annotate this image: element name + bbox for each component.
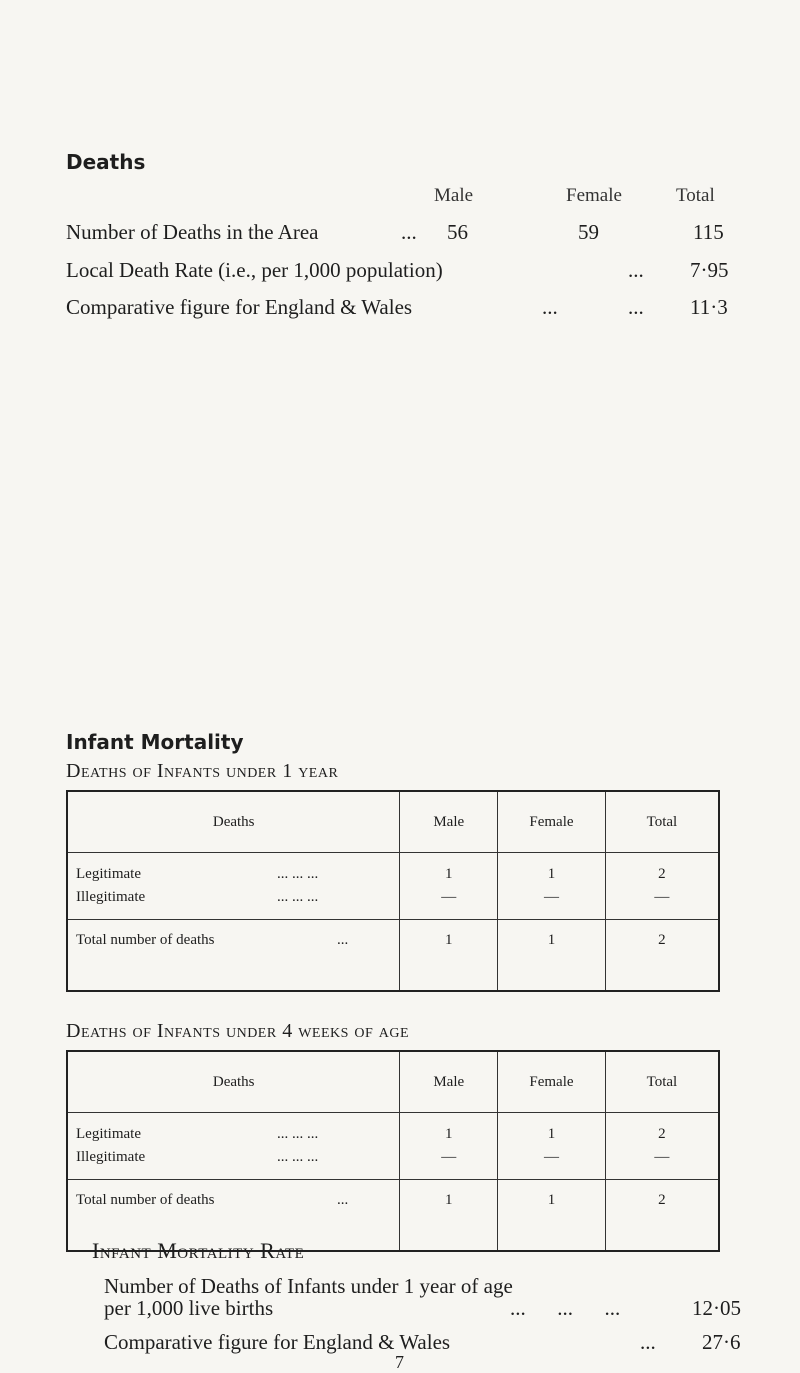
- cell-value: 1: [547, 866, 556, 882]
- row-label: Total number of deaths: [76, 1192, 215, 1208]
- cell-value: —: [441, 889, 457, 905]
- header-deaths: Deaths: [67, 1051, 400, 1113]
- death-rate-value: 7·95: [690, 258, 729, 282]
- table-row: [67, 1113, 719, 1180]
- table-row: [67, 853, 719, 920]
- row-label: Total number of deaths: [76, 932, 215, 948]
- col-male: Male: [434, 185, 474, 206]
- cell-value: 1: [400, 920, 498, 992]
- imr-comparative-dots: ...: [640, 1330, 656, 1354]
- header-male: Male: [400, 791, 498, 853]
- deaths-heading: Deaths: [66, 150, 146, 174]
- cell-value: 1: [547, 1126, 556, 1142]
- col-total: Total: [676, 185, 715, 206]
- row-label: Illegitimate: [76, 889, 146, 905]
- cell-value: 2: [605, 920, 719, 992]
- row-dots: ... ... ...: [277, 866, 319, 882]
- death-rate-label: Local Death Rate (i.e., per 1,000 population): [66, 258, 443, 282]
- number-total: 115: [693, 220, 724, 244]
- header-male: Male: [400, 1051, 498, 1113]
- header-total: Total: [605, 791, 719, 853]
- row-dots: ... ... ...: [277, 889, 319, 905]
- row-dots: ...: [337, 1192, 349, 1208]
- infant-mortality-heading: Infant Mortality: [66, 730, 244, 754]
- number-of-deaths-label: Number of Deaths in the Area: [66, 220, 319, 244]
- imr-title: Infant Mortality Rate: [92, 1238, 305, 1263]
- col-female: Female: [566, 185, 622, 206]
- cell-value: 1: [400, 1180, 498, 1252]
- imr-line1: Number of Deaths of Infants under 1 year of age: [104, 1274, 513, 1298]
- cell-value: —: [543, 1149, 559, 1165]
- cell-value: 1: [444, 1126, 453, 1142]
- cell-value: 2: [605, 1180, 719, 1252]
- rate-dots: ...: [628, 258, 644, 282]
- number-dots: ...: [401, 220, 417, 244]
- page-number: 7: [395, 1352, 404, 1372]
- cell-value: 1: [444, 866, 453, 882]
- imr-line2-label: per 1,000 live births: [104, 1296, 274, 1320]
- comparative-label: Comparative figure for England & Wales: [66, 295, 413, 319]
- header-female: Female: [498, 791, 606, 853]
- cell-value: —: [543, 889, 559, 905]
- cell-value: —: [441, 1149, 457, 1165]
- cell-value: 2: [658, 866, 666, 882]
- header-total: Total: [605, 1051, 719, 1113]
- row-dots: ...: [337, 932, 349, 948]
- row-label: Legitimate: [76, 866, 141, 882]
- header-deaths: Deaths: [67, 791, 400, 853]
- header-female: Female: [498, 1051, 606, 1113]
- number-male: 56: [447, 220, 468, 244]
- cell-value: —: [654, 889, 670, 905]
- cell-value: 1: [498, 1180, 606, 1252]
- cell-value: —: [654, 1149, 670, 1165]
- imr-comparative-label: Comparative figure for England & Wales: [104, 1330, 451, 1354]
- infants-under-4-weeks-table: [66, 1050, 720, 1252]
- table-row-total: [67, 920, 719, 992]
- comparative-dots: ...: [542, 295, 558, 319]
- cell-value: 1: [498, 920, 606, 992]
- table2-title: Deaths of Infants under 4 weeks of age: [66, 1020, 410, 1042]
- comparative-dots: ...: [628, 295, 644, 319]
- imr-comparative-value: 27·6: [702, 1330, 741, 1354]
- number-female: 59: [578, 220, 599, 244]
- row-label: Illegitimate: [76, 1149, 146, 1165]
- row-dots: ... ... ...: [277, 1149, 319, 1165]
- table1-title: Deaths of Infants under 1 year: [66, 760, 339, 782]
- imr-value: 12·05: [692, 1296, 741, 1320]
- cell-value: 2: [658, 1126, 666, 1142]
- row-dots: ... ... ...: [277, 1126, 319, 1142]
- row-label: Legitimate: [76, 1126, 141, 1142]
- comparative-value: 11·3: [690, 295, 728, 319]
- imr-line2-dots: ... ... ...: [510, 1296, 621, 1320]
- infants-under-1-year-table: [66, 790, 720, 992]
